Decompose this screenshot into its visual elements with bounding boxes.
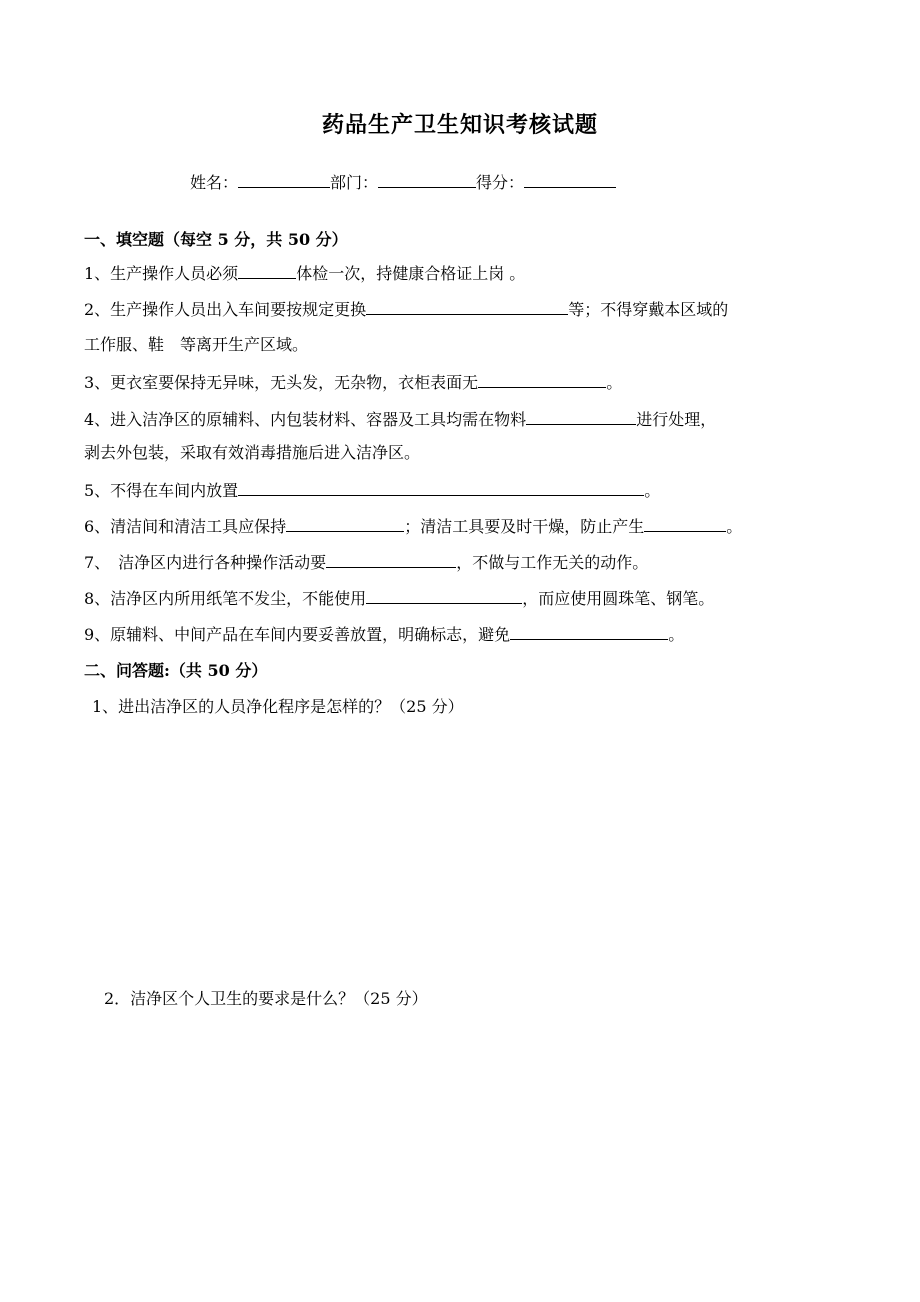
section1-heading: 一、填空题（每空 5 分，共 50 分） xyxy=(84,230,348,249)
question-2-cont: 工作服、鞋 等离开生产区域。 xyxy=(84,335,309,354)
question-2 xyxy=(84,298,728,320)
q6-text-end: 。 xyxy=(726,517,743,536)
question-8 xyxy=(84,587,714,609)
q6-blank-2[interactable] xyxy=(644,515,726,532)
score-label: 得分： xyxy=(476,173,525,192)
q5-blank[interactable] xyxy=(238,479,644,496)
question-6 xyxy=(84,515,742,537)
name-label: 姓名： xyxy=(190,173,239,192)
q7-text-end: ，不做与工作无关的动作。 xyxy=(456,553,649,572)
page-title: 药品生产卫生知识考核试题 xyxy=(321,112,598,138)
q7-blank[interactable] xyxy=(326,551,456,568)
q6-blank-1[interactable] xyxy=(286,515,404,532)
dept-blank[interactable] xyxy=(378,171,476,188)
q3-text-end: 。 xyxy=(606,373,623,392)
q5-text-end: 。 xyxy=(644,481,661,500)
q9-blank[interactable] xyxy=(510,623,668,640)
essay-question-1: 1、进出洁净区的人员净化程序是怎样的？（25 分） xyxy=(92,697,464,716)
essay-question-2: 2．洁净区个人卫生的要求是什么？（25 分） xyxy=(104,989,428,1008)
q1-text: 1、生产操作人员必须 xyxy=(84,264,239,283)
q6-text: 6、清洁间和清洁工具应保持 xyxy=(84,517,287,536)
name-blank[interactable] xyxy=(238,171,330,188)
q2-blank[interactable] xyxy=(366,298,568,315)
q4-blank[interactable] xyxy=(526,408,636,425)
dept-label: 部门： xyxy=(330,173,379,192)
question-4-cont: 剥去外包装，采取有效消毒措施后进入洁净区。 xyxy=(84,443,421,462)
q1-blank[interactable] xyxy=(238,262,296,279)
question-4 xyxy=(84,408,716,430)
q8-text: 8、洁净区内所用纸笔不发尘，不能使用 xyxy=(84,589,367,608)
q9-text: 9、原辅料、中间产品在车间内要妥善放置，明确标志，避免 xyxy=(84,625,511,644)
section2-heading: 二、问答题:（共 50 分） xyxy=(84,661,268,680)
q2-text: 2、生产操作人员出入车间要按规定更换 xyxy=(84,300,367,319)
q9-text-end: 。 xyxy=(668,625,685,644)
q7-text: 7、 洁净区内进行各种操作活动要 xyxy=(84,553,327,572)
q3-blank[interactable] xyxy=(478,371,606,388)
q4-text-end: 进行处理， xyxy=(636,410,717,429)
q1-text-end: 体检一次，持健康合格证上岗 。 xyxy=(296,264,526,283)
q8-blank[interactable] xyxy=(366,587,522,604)
header-fields xyxy=(190,170,616,193)
score-blank[interactable] xyxy=(524,171,616,188)
question-9 xyxy=(84,623,684,645)
q8-text-end: ，而应使用圆珠笔、钢笔。 xyxy=(522,589,715,608)
q4-text: 4、进入洁净区的原辅料、内包装材料、容器及工具均需在物料 xyxy=(84,410,527,429)
q2-text-end: 等；不得穿戴本区域的 xyxy=(568,300,729,319)
q3-text: 3、更衣室要保持无异味，无头发，无杂物，衣柜表面无 xyxy=(84,373,479,392)
question-1 xyxy=(84,262,525,284)
question-7 xyxy=(84,551,648,573)
q5-text: 5、不得在车间内放置 xyxy=(84,481,239,500)
question-5 xyxy=(84,479,660,501)
q6-text-mid: ；清洁工具要及时干燥，防止产生 xyxy=(404,517,645,536)
question-3 xyxy=(84,371,622,393)
